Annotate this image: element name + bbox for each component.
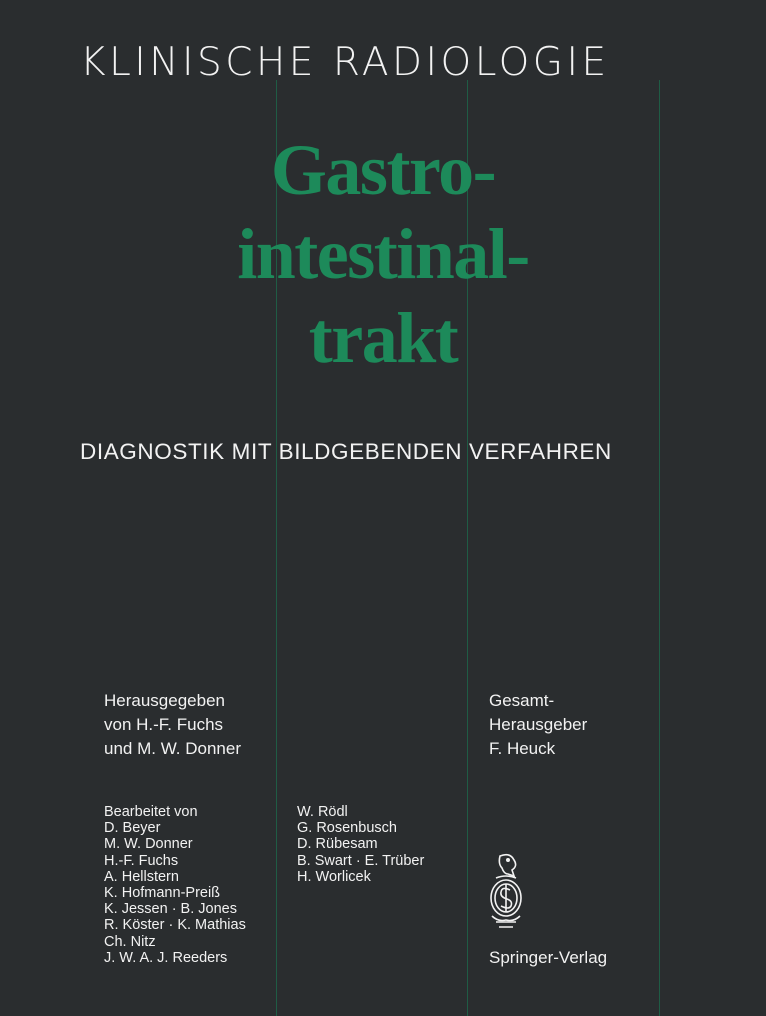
contributor: D. Rübesam	[297, 836, 378, 853]
publisher-name: Springer-Verlag	[489, 948, 608, 967]
book-title	[0, 128, 766, 380]
contributor: A. Hellstern	[104, 868, 179, 885]
contributor: M. W. Donner	[104, 836, 193, 853]
contributors-column-2	[297, 804, 424, 885]
contributor: H.-F. Fuchs	[104, 852, 179, 869]
editors-line: von H.-F. Fuchs	[104, 715, 224, 734]
general-editor-line: F. Heuck	[489, 739, 556, 758]
contributor: D. Beyer	[104, 820, 161, 837]
editors-line: und M. W. Donner	[104, 739, 242, 758]
title-line: trakt	[308, 298, 458, 378]
contributors-column-1	[104, 804, 246, 966]
springer-chess-knight-icon	[482, 852, 530, 932]
contributor: J. W. A. J. Reeders	[104, 949, 228, 966]
contributor: H. Worlicek	[297, 868, 371, 885]
editors-line: Herausgegeben	[104, 691, 225, 710]
contributor: Bearbeitet von	[104, 804, 198, 820]
general-editor-line: Gesamt-	[489, 691, 555, 710]
series-title: KLINISCHE RADIOLOGIE	[80, 40, 610, 85]
general-editor	[489, 689, 587, 761]
contributor: W. Rödl	[297, 804, 348, 820]
contributor: Ch. Nitz	[104, 933, 156, 950]
general-editor-line: Herausgeber	[489, 715, 588, 734]
contributor: K. Jessen · B. Jones	[104, 901, 237, 918]
title-line: intestinal-	[237, 214, 529, 294]
contributor: G. Rosenbusch	[297, 820, 397, 837]
subtitle: DIAGNOSTIK MIT BILDGEBENDEN VERFAHREN	[80, 439, 612, 464]
contributor: R. Köster · K. Mathias	[104, 917, 246, 934]
contributor: K. Hofmann-Preiß	[104, 885, 221, 902]
title-line: Gastro-	[270, 130, 496, 210]
contributor: B. Swart · E. Trüber	[297, 852, 425, 869]
editors	[104, 689, 241, 761]
